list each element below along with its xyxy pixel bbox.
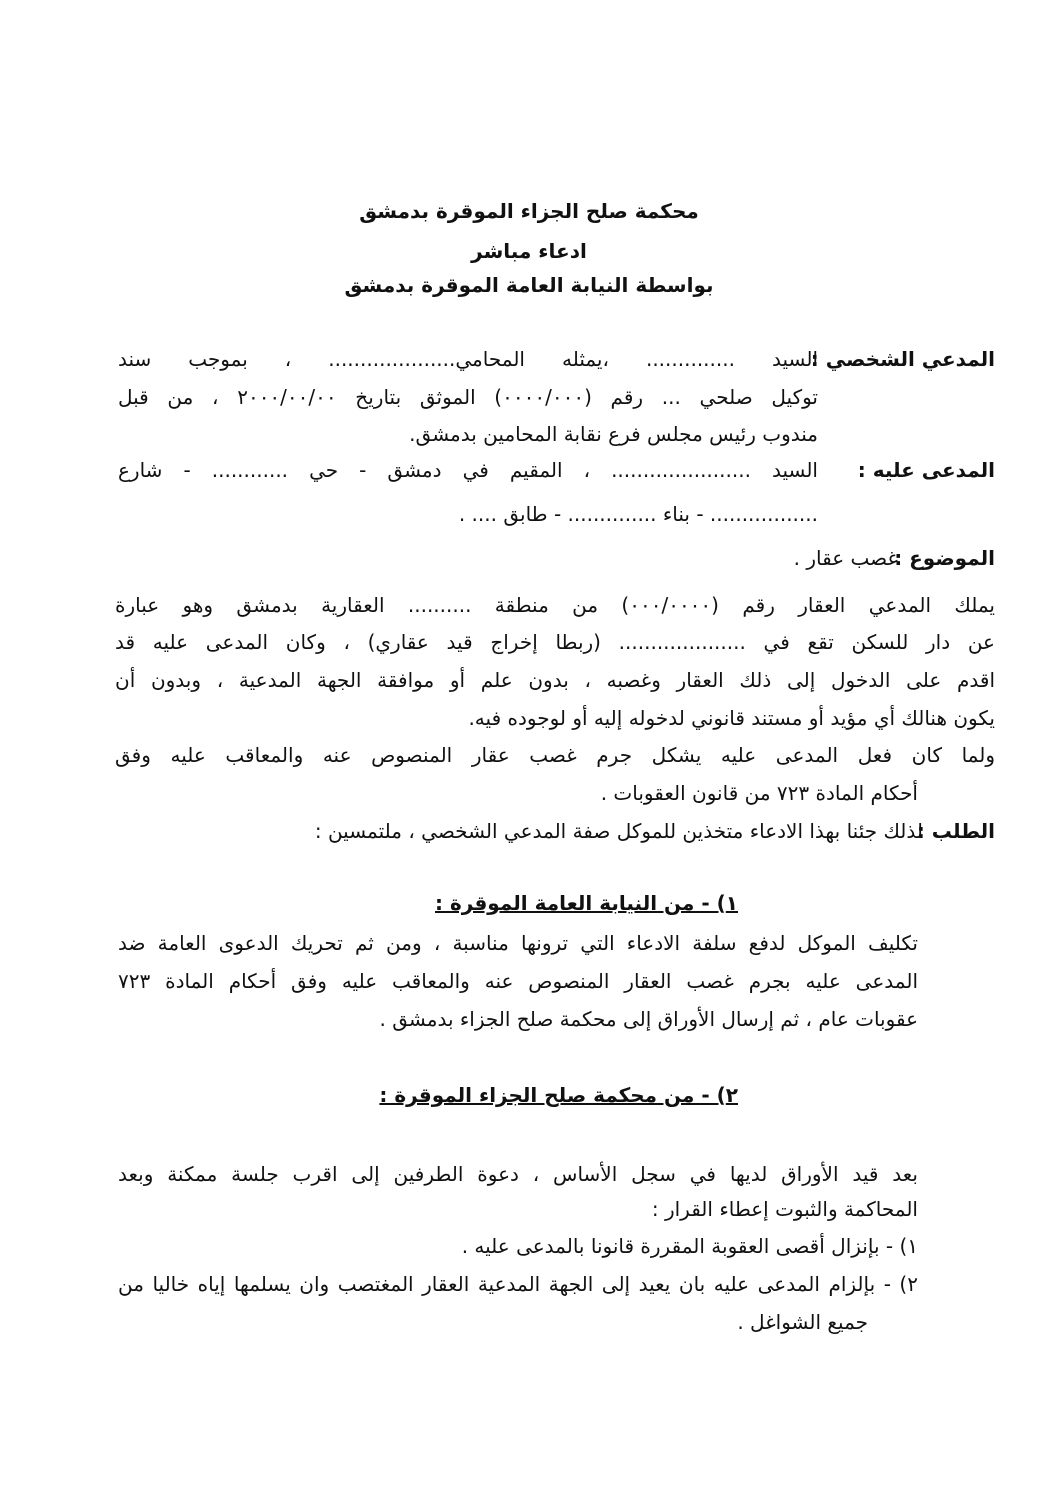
section2-line-5: جميع الشواغل .: [737, 1310, 868, 1334]
facts-line-3: اقدم على الدخول إلى ذلك العقار وغصبه ، بدون علم أو موافقة الجهة المدعية ، وبدون أن: [115, 668, 995, 692]
section2-line-3: ١) - بإنزال أقصى العقوبة المقررة قانونا بالمدعى عليه .: [461, 1234, 918, 1258]
request-text: لذلك جئنا بهذا الادعاء متخذين للموكل صفة المدعي الشخصي ، ملتمسين :: [314, 819, 923, 843]
plaintiff-line-1: السيد .............. ،يمثله المحامي.................... ، بموجب سند: [118, 347, 818, 371]
section2-line-2: المحاكمة والثبوت إعطاء القرار :: [651, 1197, 918, 1221]
plaintiff-line-2: توكيل صلحي ... رقم (٠٠٠٠/٠٠٠) الموثق بتاريخ ٢٠٠٠/٠٠/٠٠ ، من قبل: [118, 385, 819, 409]
section1-line-2: المدعى عليه بجرم غصب العقار المنصوص عنه والمعاقب عليه وفق أحكام المادة ٧٢٣: [118, 969, 918, 993]
via-title: بواسطة النيابة العامة الموقرة بدمشق: [344, 273, 714, 297]
facts-line-6: أحكام المادة ٧٢٣ من قانون العقوبات .: [600, 781, 918, 805]
request-label: الطلب :: [916, 819, 995, 843]
section2-line-4: ٢) - بإلزام المدعى عليه بان يعيد إلى الجهة المدعية العقار المغتصب وان يسلمها إياه خاليا من: [118, 1272, 918, 1296]
facts-line-2: عن دار للسكن تقع في .................... (ربطا إخراج قيد عقاري) ، وكان المدعى عليه قد: [115, 630, 995, 654]
facts-line-1: يملك المدعي العقار رقم (٠٠٠/٠٠٠٠) من منطقة .......... العقارية بدمشق وهو عبارة: [115, 593, 995, 617]
section1-line-3: عقوبات عام ، ثم إرسال الأوراق إلى محكمة صلح الجزاء بدمشق .: [379, 1007, 918, 1031]
plaintiff-label: المدعي الشخصي :: [810, 347, 995, 371]
plaintiff-line-3: مندوب رئيس مجلس فرع نقابة المحامين بدمشق.: [409, 422, 818, 446]
subject-text: غصب عقار .: [793, 546, 898, 570]
section2-heading: ٢) - من محكمة صلح الجزاء الموقرة :: [379, 1083, 738, 1107]
section1-line-1: تكليف الموكل لدفع سلفة الادعاء التي ترونها مناسبة ، ومن ثم تحريك الدعوى العامة ضد: [118, 931, 918, 955]
defendant-line-2: ................. - بناء .............. - طابق .... .: [458, 502, 818, 526]
defendant-line-1: السيد ...................... ، المقيم في دمشق - حي ............ - شارع: [118, 458, 818, 482]
facts-line-5: ولما كان فعل المدعى عليه يشكل جرم غصب عقار المنصوص عنه والمعاقب عليه وفق: [115, 743, 995, 767]
defendant-label: المدعى عليه :: [857, 458, 995, 482]
section1-heading: ١) - من النيابة العامة الموقرة :: [435, 891, 738, 915]
section2-line-1: بعد قيد الأوراق لديها في سجل الأساس ، دعوة الطرفين إلى اقرب جلسة ممكنة وبعد: [118, 1162, 918, 1186]
claim-type-title: ادعاء مباشر: [471, 239, 587, 263]
court-title: محكمة صلح الجزاء الموقرة بدمشق: [359, 199, 699, 223]
subject-label: الموضوع :: [894, 546, 995, 570]
facts-line-4: يكون هنالك أي مؤيد أو مستند قانوني لدخوله إليه أو لوجوده فيه.: [468, 706, 995, 730]
